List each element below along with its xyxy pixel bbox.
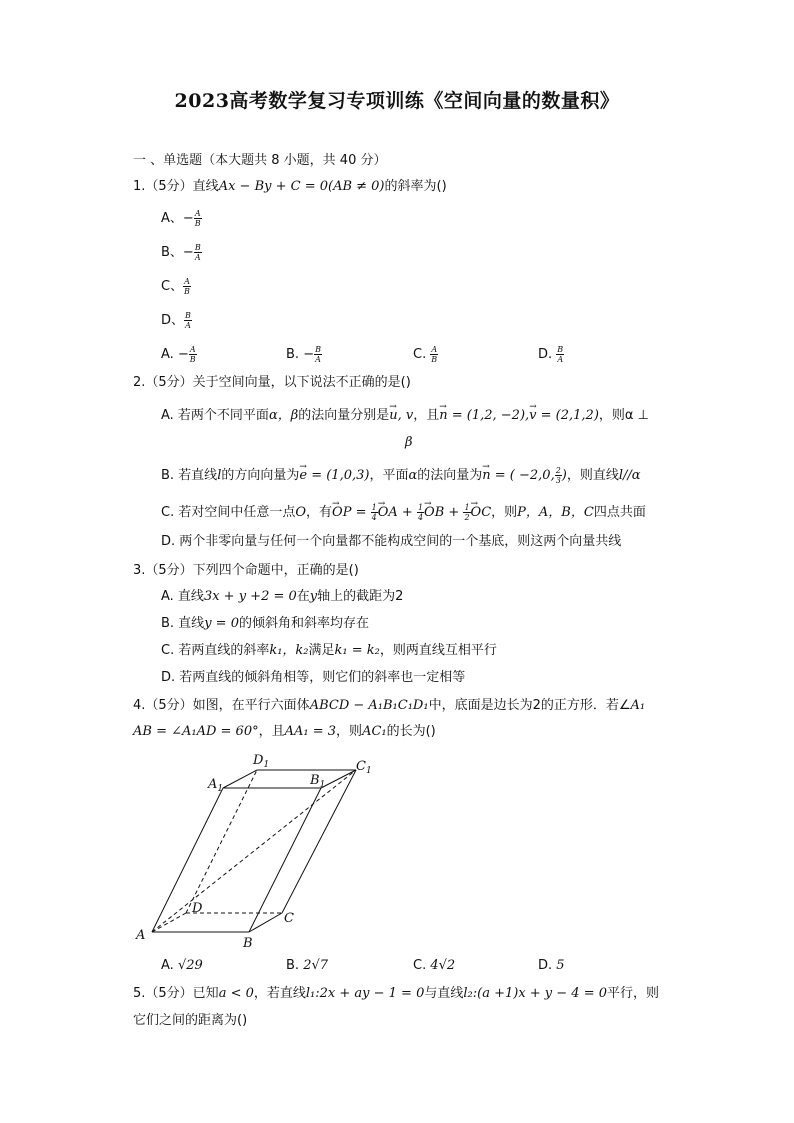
question-3-option-a: A. 直线3x + y +2 = 0在y轴上的截距为2	[161, 589, 404, 604]
question-1-inline-a: A. − $\frac{A}{B}$	[161, 345, 196, 364]
question-4-stem-line1: 4.（5分）如图，在平行六面体ABCD − A₁B₁C₁D₁中，底面是边长为2的正方形．若∠A₁	[133, 698, 646, 713]
question-3-option-c: C. 若两直线的斜率k₁，k₂满足k₁ = k₂，则两直线互相平行	[161, 643, 497, 658]
question-3-option-d: D. 若两直线的倾斜角相等，则它们的斜率也一定相等	[161, 670, 466, 685]
question-4-option-a: A. √29	[161, 958, 203, 973]
page-title: 2023高考数学复习专项训练《空间向量的数量积》	[174, 90, 620, 112]
question-4-option-d: D. 5	[538, 958, 565, 973]
vertex-label-b: B	[243, 936, 253, 951]
vertex-label-d1: $D_1$	[253, 753, 270, 770]
question-4-option-b: B. 2√7	[286, 958, 329, 973]
vertex-label-b1: $B_1$	[310, 773, 326, 790]
vertex-label-a: A	[136, 928, 146, 943]
question-1-option-b: B、− $\frac{B}{A}$	[161, 243, 201, 262]
question-1-option-d: D、 $\frac{B}{A}$	[161, 311, 191, 330]
question-3-stem: 3.（5分）下列四个命题中，正确的是()	[133, 563, 359, 578]
question-3-option-b: B. 直线y = 0的倾斜角和斜率均存在	[161, 616, 369, 631]
question-1-inline-c: C. $\frac{A}{B}$	[413, 345, 438, 364]
question-1-inline-d: D. $\frac{B}{A}$	[538, 345, 564, 364]
question-2-stem: 2.（5分）关于空间向量，以下说法不正确的是()	[133, 375, 411, 390]
edge-a1d1	[223, 770, 257, 788]
diagonal-ac1	[152, 770, 356, 932]
question-2-option-d: D. 两个非零向量与任何一个向量都不能构成空间的一个基底，则这两个向量共线	[161, 534, 622, 549]
question-1-inline-b: B. − $\frac{B}{A}$	[286, 345, 321, 364]
parallelepiped-figure	[130, 752, 380, 952]
question-4-stem-line2: AB = ∠A₁AD = 60°，且AA₁ = 3，则AC₁的长为()	[133, 724, 436, 739]
vertex-label-a1: $A_1$	[208, 777, 224, 794]
question-1-option-a: A、− $\frac{A}{B}$	[161, 209, 201, 228]
section-heading: 一 、单选题（本大题共 8 小题，共 40 分）	[133, 153, 387, 168]
question-2-option-c: C. 若对空间中任意一点O，有→ OP = $\frac{1}{4}$ → OA + $\frac{1}{4}$ → OB + $\frac{1}{2}$ → OC，则P，A，B，C四点共面	[161, 503, 646, 522]
question-2-option-a-cont: β	[405, 435, 413, 450]
question-4-option-c: C. 4√2	[413, 958, 456, 973]
question-1-stem: 1.（5分）直线Ax − By + C = 0(AB ≠ 0)的斜率为()	[133, 179, 447, 194]
question-5-stem-line2: 它们之间的距离为()	[133, 1013, 248, 1028]
question-2-option-b: B. 若直线l的方向向量为→ e = (1,0,3)，平面α的法向量为→ n = ( −2,0, $\frac{2}{3}$ )，则直线l//α	[161, 466, 641, 485]
question-5-stem-line1: 5.（5分）已知a < 0，若直线l₁:2x + ay − 1 = 0与直线l₂:(a +1)x + y − 4 = 0平行，则	[133, 986, 660, 1001]
vertex-label-c1: $C_1$	[356, 759, 372, 776]
question-1-option-c: C、 $\frac{A}{B}$	[161, 277, 190, 296]
edge-b1c1	[321, 770, 356, 788]
question-2-option-a: A. 若两个不同平面α，β的法向量分别是→ u, v，且→ n = (1,2, −2),→ v = (2,1,2)，则α ⊥	[161, 407, 649, 425]
vertex-label-d: D	[192, 901, 203, 916]
vertex-label-c: C	[284, 911, 294, 926]
